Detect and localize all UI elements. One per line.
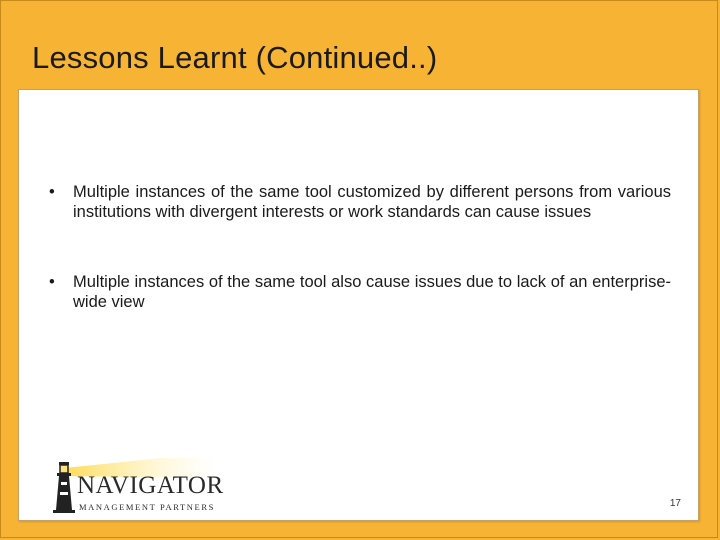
bullet-marker: • <box>49 183 55 201</box>
bullet-item <box>49 182 671 222</box>
slide-title: Lessons Learnt (Continued..) <box>32 40 438 75</box>
navigator-logo <box>49 458 249 514</box>
content-panel <box>18 89 699 521</box>
bullet-marker: • <box>49 273 55 291</box>
bullet-text: Multiple instances of the same tool customized by different persons from various institutions with divergent interests or work standards can cause issues <box>73 183 671 221</box>
logo-subtitle: MANAGEMENT PARTNERS <box>79 502 215 512</box>
bullet-item <box>49 272 671 312</box>
logo-wordmark: NAVIGATOR <box>77 472 224 499</box>
page-number: 17 <box>669 498 681 509</box>
bullet-list <box>49 182 671 362</box>
bullet-text: Multiple instances of the same tool also cause issues due to lack of an enterprise-wide view <box>73 273 671 311</box>
